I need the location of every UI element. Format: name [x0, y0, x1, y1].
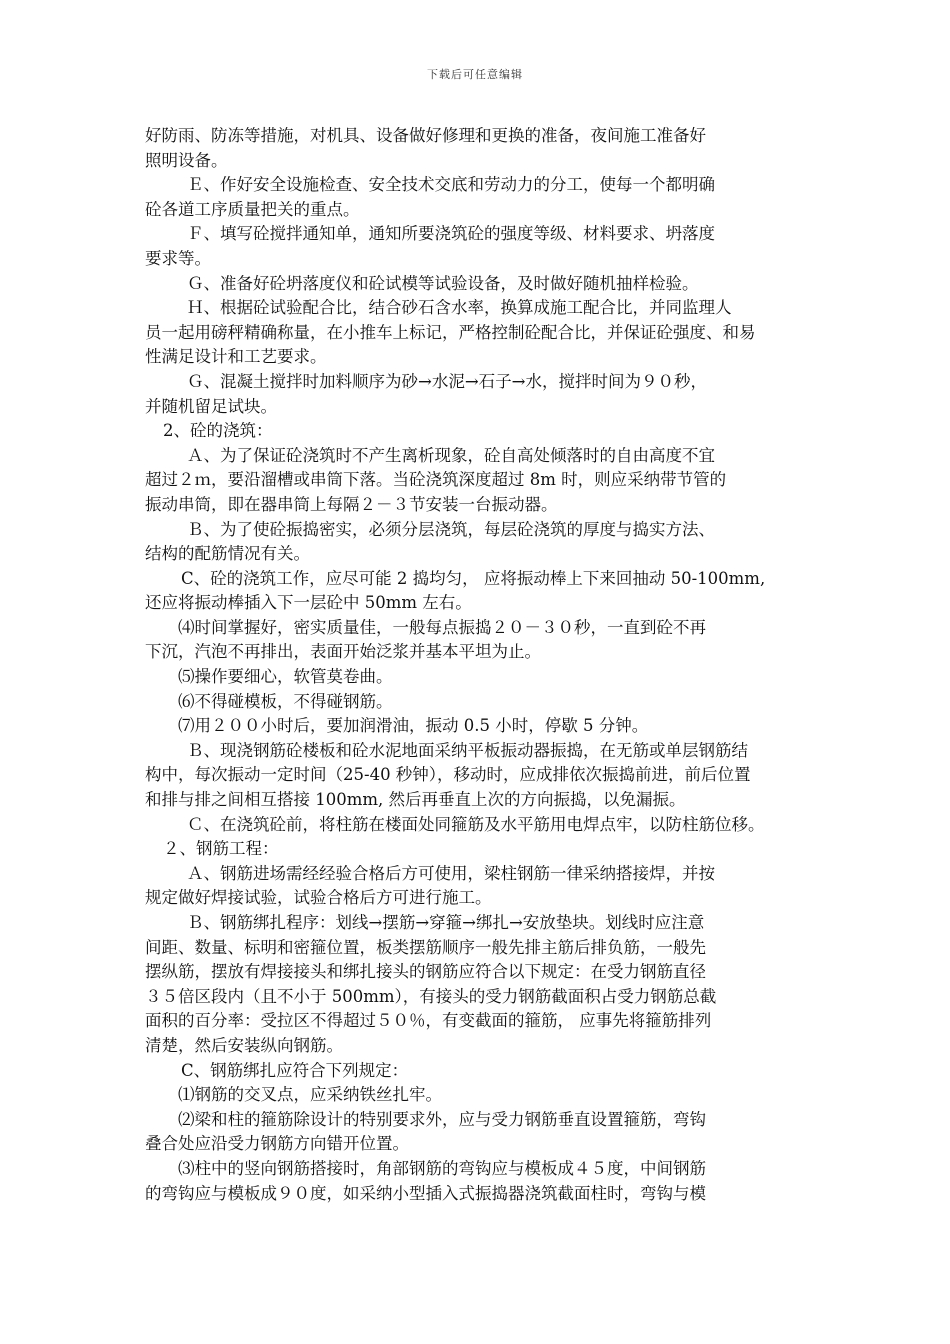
text-line: ３５倍区段内（且不小于 500mm），有接头的受力钢筋截面积占受力钢筋总截	[145, 986, 717, 1006]
text-line: Ａ、为了保证砼浇筑时不产生离析现象，砼自高处倾落时的自由高度不宜	[187, 445, 715, 465]
text-line: 超过２ｍ，要沿溜槽或串筒下落。当砼浇筑深度超过 8m 时，则应采纳带节管的	[145, 470, 727, 490]
text-line: Ｃ、在浇筑砼前，将柱筋在楼面处同箍筋及水平筋用电焊点牢，以防柱筋位移。	[187, 814, 765, 834]
text-line: 要求等。	[145, 248, 211, 268]
text-line: 2、砼的浇筑：	[163, 421, 273, 441]
text-line: 叠合处应沿受力钢筋方向错开位置。	[145, 1134, 409, 1154]
text-line: 清楚，然后安装纵向钢筋。	[145, 1035, 343, 1055]
page-header: 下载后可任意编辑	[427, 68, 523, 81]
text-line: 构中，每次振动一定时间（25-40 秒钟），移动时，应成排依次振捣前进，前后位置	[145, 765, 751, 785]
text-line: ⑴钢筋的交叉点，应采纳铁丝扎牢。	[178, 1085, 442, 1105]
text-line: ⑹不得碰模板，不得碰钢筋。	[178, 691, 393, 711]
text-line: Ａ、钢筋进场需经经验合格后方可使用，梁柱钢筋一律采纳搭接焊，并按	[187, 863, 715, 883]
text-line: Ｅ、作好安全设施检查、安全技术交底和劳动力的分工，使每一个都明确	[187, 175, 715, 195]
text-line: Ｂ、为了使砼振捣密实，必须分层浇筑，每层砼浇筑的厚度与捣实方法、	[187, 519, 715, 539]
text-line: 振动串筒，即在器串筒上每隔２－３节安装一台振动器。	[145, 494, 558, 514]
text-line: ⑺用２００小时后，要加润滑油，振动 0.5 小时，停歇 5 分钟。	[178, 716, 649, 736]
text-line: 的弯钩应与模板成９０度，如采纳小型插入式振捣器浇筑截面柱时，弯钩与模	[145, 1183, 706, 1203]
text-line: Ｂ、钢筋绑扎程序：划线→摆筋→穿箍→绑扎→安放垫块。划线时应注意	[187, 913, 705, 932]
text-line: ⑶柱中的竖向钢筋搭接时，角部钢筋的弯钩应与模板成４５度，中间钢筋	[178, 1158, 706, 1178]
text-line: 还应将振动棒插入下一层砼中 50mm 左右。	[145, 593, 472, 613]
text-line: 并随机留足试块。	[145, 396, 277, 416]
text-line: 面积的百分率：受拉区不得超过５０％，有变截面的箍筋， 应事先将箍筋排列	[145, 1011, 712, 1031]
text-line: ⑸操作要细心，软管莫卷曲。	[178, 667, 393, 687]
text-line: 间距、数量、标明和密箍位置，板类摆筋顺序一般先排主筋后排负筋，一般先	[145, 937, 706, 957]
text-line: C、钢筋绑扎应符合下列规定：	[181, 1060, 409, 1080]
text-line: Ｈ、根据砼试验配合比，结合砂石含水率，换算成施工配合比，并同监理人	[187, 298, 732, 318]
text-line: ⑷时间掌握好，密实质量佳，一般每点振捣２０－３０秒，一直到砼不再	[178, 617, 706, 637]
text-line: Ｇ、混凝土搅拌时加料顺序为砂→水泥→石子→水，搅拌时间为９０秒，	[187, 371, 707, 391]
text-line: 照明设备。	[145, 150, 228, 170]
text-line: ２、钢筋工程：	[163, 839, 279, 859]
document-body	[145, 124, 809, 1206]
text-line: C、砼的浇筑工作，应尽可能 2 捣均匀， 应将振动棒上下来回抽动 50-100mm,	[181, 568, 766, 588]
text-line: 砼各道工序质量把关的重点。	[145, 199, 360, 219]
text-line: Ｇ、准备好砼坍落度仪和砼试模等试验设备，及时做好随机抽样检验。	[187, 273, 699, 293]
text-line: 下沉，汽泡不再排出，表面开始泛浆并基本平坦为止。	[145, 642, 541, 662]
text-line: 员一起用磅秤精确称量，在小推车上标记，严格控制砼配合比，并保证砼强度、和易	[145, 322, 756, 342]
text-line: 规定做好焊接试验，试验合格后方可进行施工。	[145, 888, 492, 908]
text-line: 摆纵筋，摆放有焊接接头和绑扎接头的钢筋应符合以下规定：在受力钢筋直径	[145, 962, 706, 982]
text-line: 性满足设计和工艺要求。	[145, 347, 327, 367]
text-line: Ｆ、填写砼搅拌通知单，通知所要浇筑砼的强度等级、材料要求、坍落度	[187, 224, 715, 244]
text-line: Ｂ、现浇钢筋砼楼板和砼水泥地面采纳平板振动器振捣，在无筋或单层钢筋结	[187, 740, 748, 760]
text-line: 和排与排之间相互搭接 100mm, 然后再垂直上次的方向振捣，以免漏振。	[145, 790, 686, 810]
text-line: ⑵梁和柱的箍筋除设计的特别要求外，应与受力钢筋垂直设置箍筋，弯钩	[178, 1109, 706, 1129]
text-line: 好防雨、防冻等措施，对机具、设备做好修理和更换的准备，夜间施工准备好	[145, 126, 706, 145]
text-line: 结构的配筋情况有关。	[145, 544, 310, 564]
